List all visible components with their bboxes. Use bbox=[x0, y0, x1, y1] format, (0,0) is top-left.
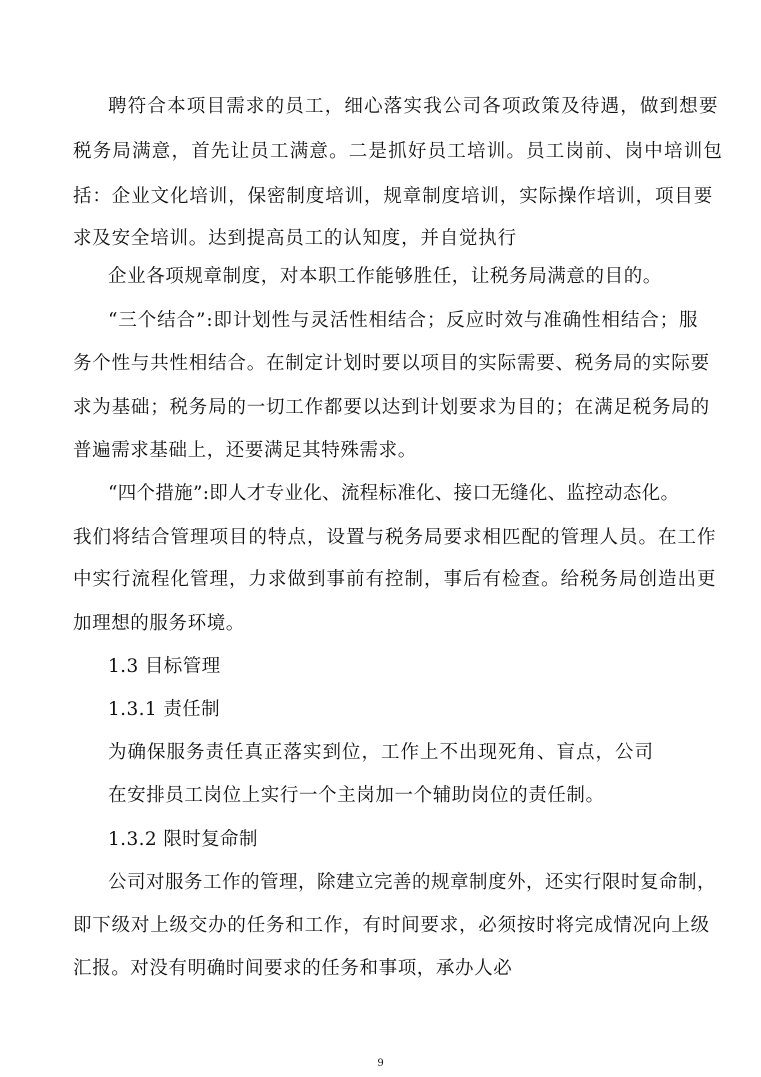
page-number: 9 bbox=[377, 1058, 384, 1069]
body-text-line: 聘符合本项目需求的员工，细心落实我公司各项政策及待遇，做到想要 bbox=[108, 96, 719, 117]
body-text-line: “四个措施”:即人才专业化、流程标准化、接口无缝化、监控动态化。 bbox=[108, 483, 680, 504]
body-text-line: “三个结合”:即计划性与灵活性相结合；反应时效与准确性相结合；服 bbox=[108, 310, 699, 331]
body-text-line: 企业各项规章制度，对本职工作能够胜任，让税务局满意的目的。 bbox=[108, 266, 662, 287]
section-heading: 1.3 目标管理 bbox=[108, 656, 221, 677]
body-text-line: 普遍需求基础上，还要满足其特殊需求。 bbox=[73, 440, 417, 461]
body-text-line: 我们将结合管理项目的特点，设置与税务局要求相匹配的管理人员。在工作 bbox=[73, 527, 717, 548]
subsection-heading: 1.3.1 责任制 bbox=[108, 699, 221, 720]
body-text-line: 务个性与共性相结合。在制定计划时要以项目的实际需要、税务局的实际要 bbox=[73, 353, 710, 374]
body-text-line: 括：企业文化培训，保密制度培训，规章制度培训，实际操作培训，项目要 bbox=[73, 186, 714, 207]
subsection-heading: 1.3.2 限时复命制 bbox=[108, 829, 258, 850]
body-text-line: 为确保服务责任真正落实到位，工作上不出现死角、盲点，公司 bbox=[108, 742, 655, 763]
body-text-line: 即下级对上级交办的任务和工作，有时间要求，必须按时将完成情况向上级 bbox=[73, 915, 710, 936]
body-text-line: 中实行流程化管理，力求做到事前有控制，事后有检查。给税务局创造出更 bbox=[73, 569, 717, 590]
body-text-line: 公司对服务工作的管理，除建立完善的规章制度外，还实行限时复命制， bbox=[108, 872, 717, 893]
body-text-line: 税务局满意，首先让员工满意。二是抓好员工培训。员工岗前、岗中培训包 bbox=[73, 141, 724, 162]
body-text-line: 汇报。对没有明确时间要求的任务和事项，承办人必 bbox=[73, 958, 513, 979]
body-text-line: 求为基础；税务局的一切工作都要以达到计划要求为目的；在满足税务局的 bbox=[73, 397, 710, 418]
body-text-line: 求及安全培训。达到提高员工的认知度，并自觉执行 bbox=[73, 228, 517, 249]
body-text-line: 加理想的服务环境。 bbox=[73, 613, 245, 634]
body-text-line: 在安排员工岗位上实行一个主岗加一个辅助岗位的责任制。 bbox=[108, 785, 605, 806]
